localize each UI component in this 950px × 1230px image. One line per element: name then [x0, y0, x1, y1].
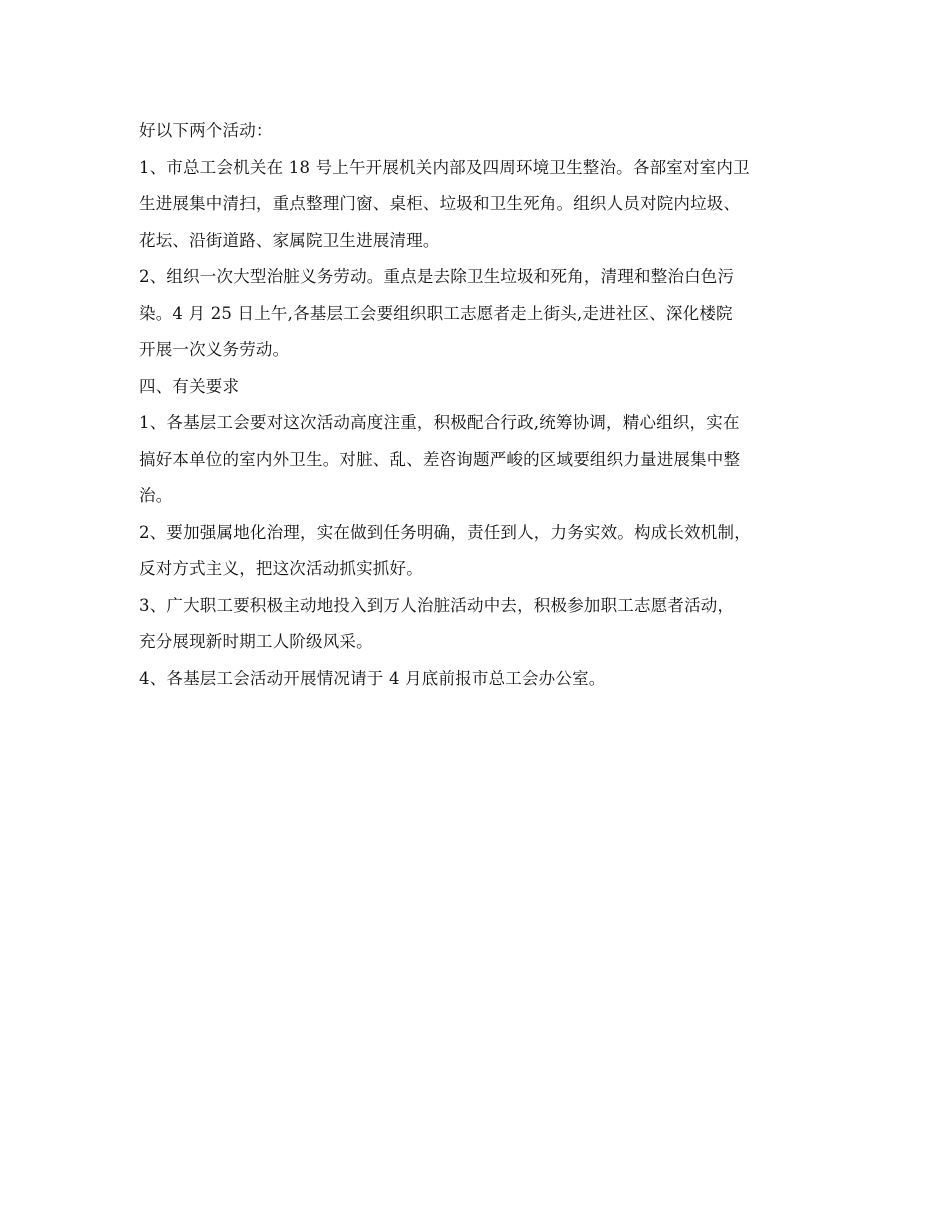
text-line: 好以下两个活动： [139, 121, 273, 140]
text-line: 2、组织一次大型治脏义务劳动。重点是去除卫生垃圾和死角，清理和整治白色污 [139, 267, 735, 286]
text-line: 花坛、沿街道路、家属院卫生进展清理。 [139, 230, 440, 250]
text-line: 充分展现新时期工人阶级风采。 [139, 632, 373, 651]
text-line: 治。 [139, 486, 173, 505]
text-line: 搞好本单位的室内外卫生。对脏、乱、差咨询题严峻的区域要组织力量进展集中整 [139, 449, 741, 469]
text-line: 1、各基层工会要对这次活动高度注重，积极配合行政,统筹协调，精心组织，实在 [139, 413, 740, 432]
text-line: 2、要加强属地化治理，实在做到任务明确，责任到人，力务实效。构成长效机制， [139, 522, 751, 542]
text-line: 反对方式主义，把这次活动抓实抓好。 [139, 559, 423, 578]
section-heading: 四、有关要求 [139, 376, 240, 396]
text-line: 4、各基层工会活动开展情况请于 4 月底前报市总工会办公室。 [139, 668, 606, 688]
text-line: 生进展集中清扫，重点整理门窗、桌柜、垃圾和卫生死角。组织人员对院内垃圾、 [139, 194, 741, 213]
text-line: 1、市总工会机关在 18 号上午开展机关内部及四周环境卫生整治。各部室对室内卫 [139, 157, 750, 177]
text-line: 染。4 月 25 日上午,各基层工会要组织职工志愿者走上街头,走进社区、深化楼院 [139, 303, 733, 323]
text-line: 3、广大职工要积极主动地投入到万人治脏活动中去，积极参加职工志愿者活动， [139, 595, 735, 615]
document-body [139, 113, 839, 697]
text-line: 开展一次义务劳动。 [139, 340, 290, 359]
